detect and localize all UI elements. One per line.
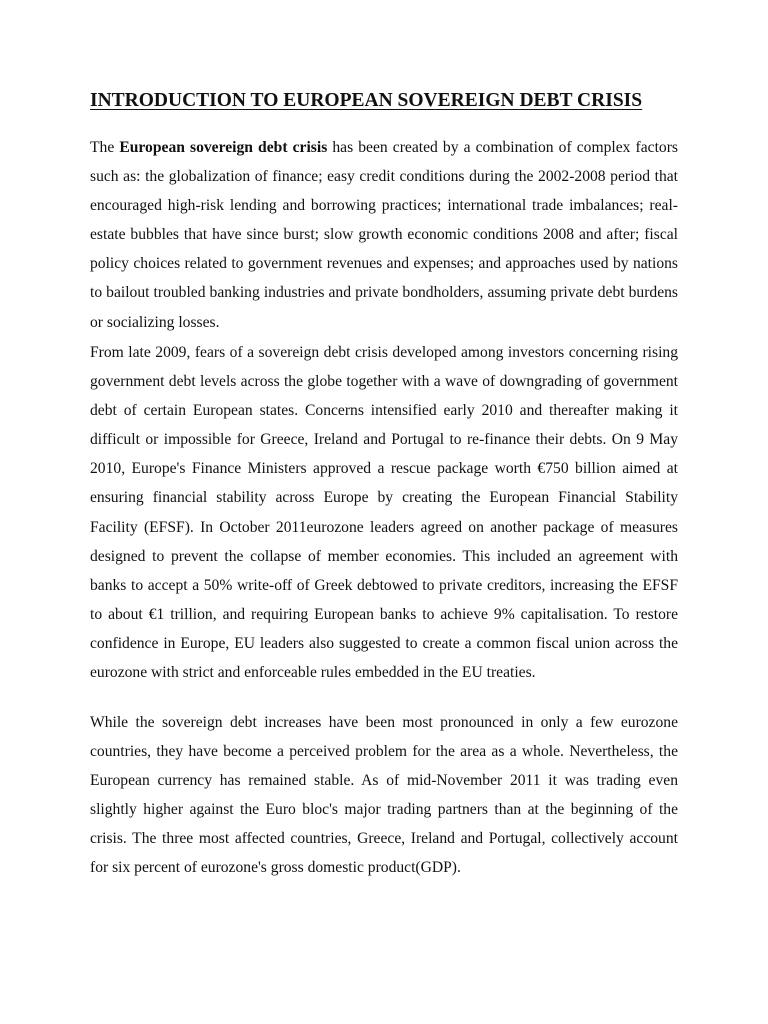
paragraph-1-lead: The — [90, 139, 120, 156]
paragraph-2: From late 2009, fears of a sovereign debt crisis developed among investors concerning rising government debt levels across the globe together with a wave of downgrading of government debt of certain European states. Concerns intensified early 2010 and thereafter making it difficult or impossible for Greece, Ireland and Portugal to re-finance their debts. On 9 May 2010, Europe's Finance Ministers approved a rescue package worth €750 billion aimed at ensuring financial stability across Europe by creating the European Financial Stability Facility (EFSF). In October 2011eurozone leaders agreed on another package of measures designed to prevent the collapse of member economies. This included an agreement with banks to accept a 50% write-off of Greek debtowed to private creditors, increasing the EFSF to about €1 trillion, and requiring European banks to achieve 9% capitalisation. To restore confidence in Europe, EU leaders also suggested to create a common fiscal union across the eurozone with strict and enforceable rules embedded in the EU treaties. — [90, 344, 678, 682]
paragraph-1-bold-term: European sovereign debt crisis — [119, 139, 328, 156]
document-title: INTRODUCTION TO EUROPEAN SOVEREIGN DEBT CRISIS — [90, 90, 643, 111]
paragraph-1 — [90, 133, 678, 337]
paragraph-1-rest: has been created by a combination of complex factors such as: the globalization of finance; easy credit conditions during the 2002-2008 period that encouraged high-risk lending and borrowing practices; international trade imbalances; real-estate bubbles that have since burst; slow growth economic conditions 2008 and after; fiscal policy choices related to government revenues and expenses; and approaches used by nations to bailout troubled banking industries and private bondholders, assuming private debt burdens or socializing losses. — [90, 139, 678, 331]
paragraph-3: While the sovereign debt increases have been most pronounced in only a few eurozone countries, they have become a perceived problem for the area as a whole. Nevertheless, the European currency has remained stable. As of mid-November 2011 it was trading even slightly higher against the Euro bloc's major trading partners than at the beginning of the crisis. The three most affected countries, Greece, Ireland and Portugal, collectively account for six percent of eurozone's gross domestic product(GDP). — [90, 714, 678, 877]
